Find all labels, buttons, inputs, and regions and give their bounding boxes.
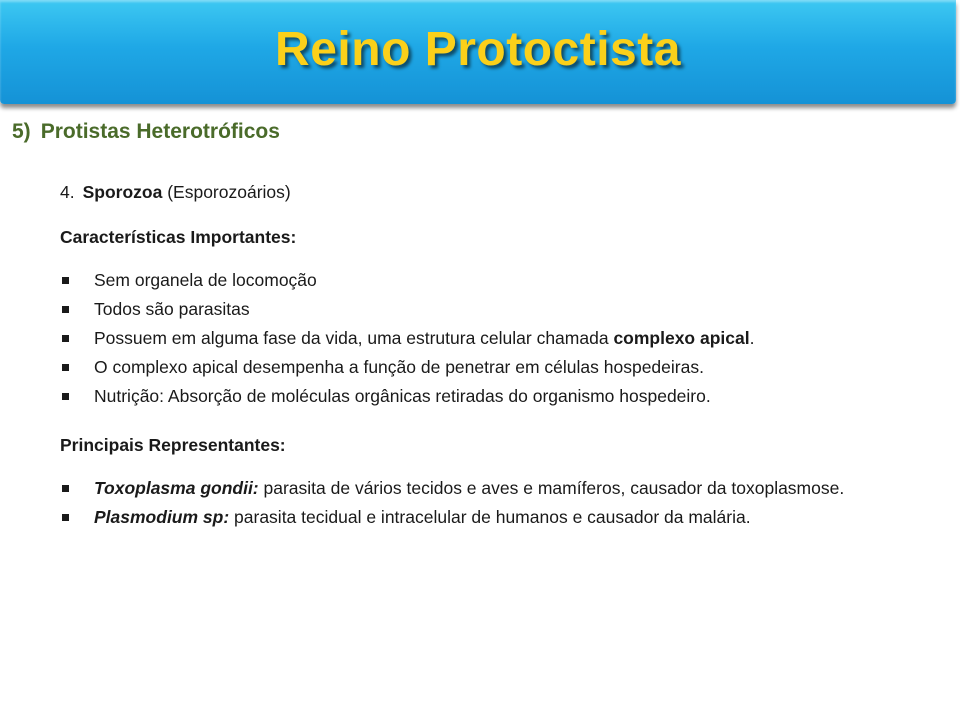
subsection-name: Sporozoa <box>82 182 163 202</box>
list-item <box>60 326 906 351</box>
bullet-icon <box>62 335 69 342</box>
section-heading <box>12 120 280 144</box>
slide-title: Reino Protoctista <box>275 23 681 76</box>
representatives-label: Principais Representantes: <box>60 435 286 455</box>
item-text: Todos são parasitas <box>94 299 250 319</box>
list-item <box>60 297 906 322</box>
list-item <box>60 505 906 530</box>
item-text: Possuem em alguma fase da vida, uma estrutura celular chamada <box>94 328 614 348</box>
item-text: parasita tecidual e intracelular de humanos e causador da malária. <box>229 507 751 527</box>
list-item <box>60 268 906 293</box>
bullet-icon <box>62 306 69 313</box>
section-number: 5) <box>12 120 31 143</box>
list-item <box>60 384 906 409</box>
bullet-icon <box>62 277 69 284</box>
species-name: Toxoplasma gondii: <box>94 478 259 498</box>
item-text: Nutrição: Absorção de moléculas orgânicas retiradas do organismo hospedeiro. <box>94 386 711 406</box>
list-item <box>60 476 906 501</box>
title-banner <box>0 0 956 104</box>
characteristics-label: Características Importantes: <box>60 227 297 247</box>
characteristics-list <box>60 268 906 409</box>
subsection-heading <box>60 180 906 205</box>
bullet-icon <box>62 364 69 371</box>
item-bold-term: complexo apical <box>613 328 750 348</box>
item-text: O complexo apical desempenha a função de penetrar em células hospedeiras. <box>94 357 704 377</box>
section-title: Protistas Heterotróficos <box>40 120 280 143</box>
representatives-list <box>60 476 906 530</box>
slide-content <box>60 180 906 554</box>
list-item <box>60 355 906 380</box>
bullet-icon <box>62 393 69 400</box>
subsection-number: 4. <box>60 182 75 202</box>
subsection-detail: (Esporozoários) <box>167 182 291 202</box>
bullet-icon <box>62 485 69 492</box>
bullet-icon <box>62 514 69 521</box>
item-text-end: . <box>749 328 755 348</box>
item-text: parasita de vários tecidos e aves e mamíferos, causador da toxoplasmose. <box>258 478 845 498</box>
species-name: Plasmodium sp: <box>94 507 230 527</box>
item-text: Sem organela de locomoção <box>94 270 317 290</box>
